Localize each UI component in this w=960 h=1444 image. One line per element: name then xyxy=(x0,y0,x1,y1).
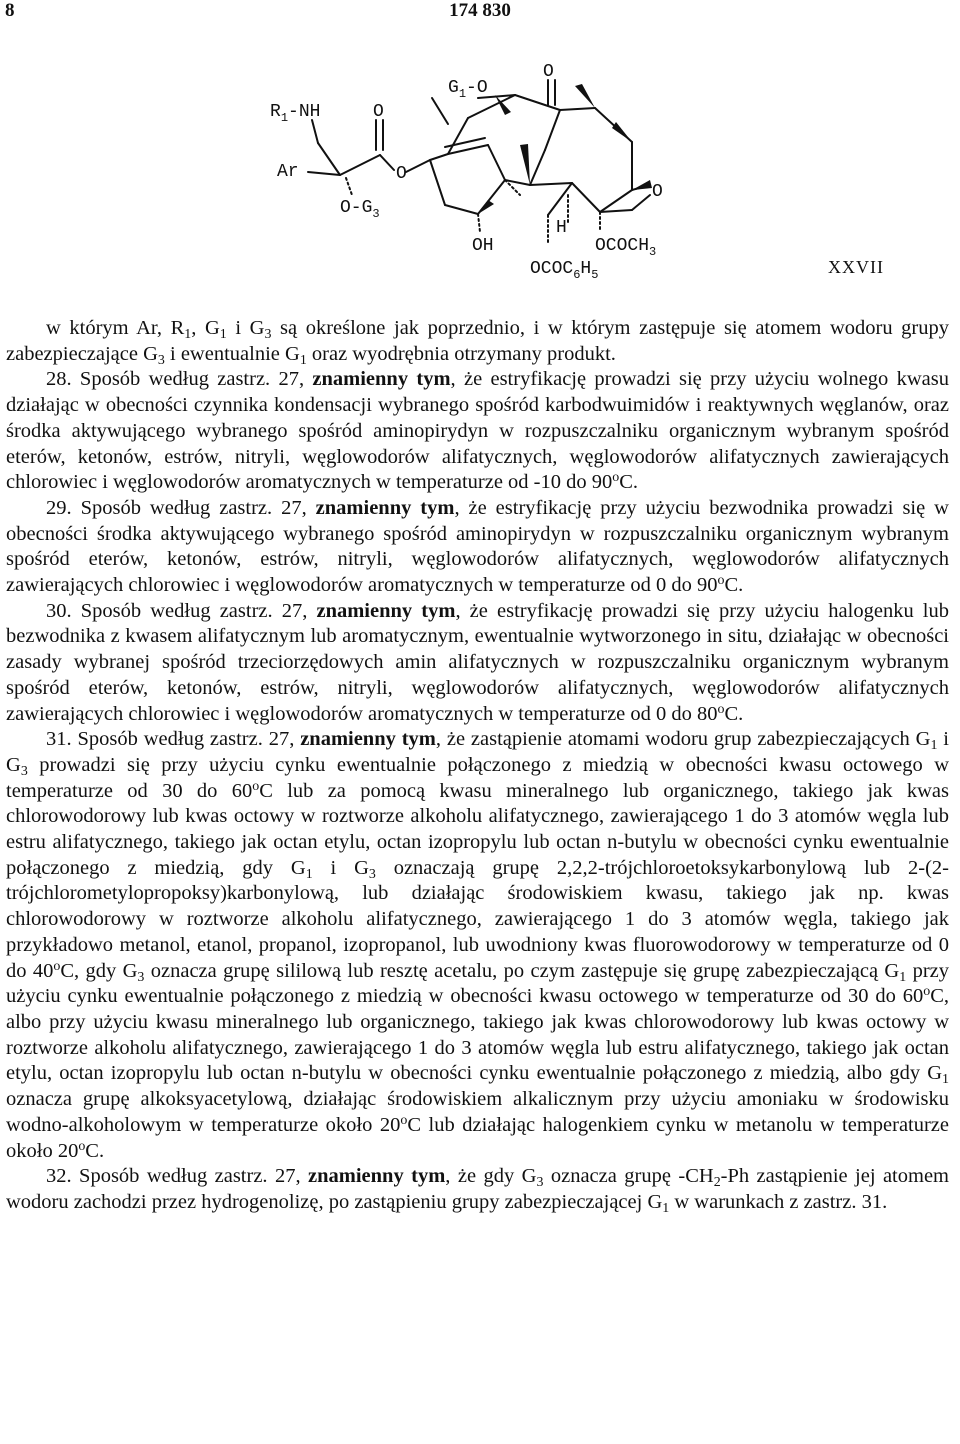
formula-description: w którym Ar, $R_1$, $G_1$ i $G_3$ są określone jak poprzednio, i w którym zastępuje się atomem wodoru grupy zabezpieczające $G_3$ i ewentualnie $G_1$ oraz wyodrębnia otrzymany produkt. xyxy=(6,317,950,368)
label-g1-o: $G_1-O$ xyxy=(448,78,488,101)
label-ar: Ar xyxy=(277,162,299,182)
claim-28: 28. Sposób według zastrz. 27, znamienny tym, że estryfikację prowadzi się przy użyciu wolnego kwasu działając w obecności czynnika kondensacji wybranego spośród karbodwuimidów i reaktywnych węglanów, oraz środka aktywującego wybranego spośród aminopirydyn w rozpuszczalniku organicznym wybranym spośród eterów, ketonów, estrów, nitryli, węglowodorów alifatycznych, węglowodorów alifatycznych zawierających chlorowiec i węglowodorów aromatycznych w temperaturze od -10 do 90$^o$C. xyxy=(6,368,949,494)
label-o-carbonyl-top: O xyxy=(543,62,554,82)
page-number: 8 xyxy=(5,0,15,21)
label-ococ6h5: $OCOC_6H_5$ xyxy=(530,259,599,282)
formula-number: XXVII xyxy=(828,257,884,277)
label-r1-nh: $R_1-NH$ xyxy=(270,102,321,125)
label-ococh3: $OCOCH_3$ xyxy=(595,236,657,259)
label-o-oxetane: O xyxy=(652,182,663,202)
label-o-ester: O xyxy=(396,164,407,184)
label-oh: OH xyxy=(472,236,494,256)
claim-keyword: znamienny tym xyxy=(315,496,455,519)
claims-text xyxy=(6,316,949,1216)
claim-29: 29. Sposób według zastrz. 27, znamienny tym, że estryfikację przy użyciu bezwodnika prowadzi się w obecności środka aktywującego wybranego spośród aminopirydyn w rozpuszczalniku organicznym wybranym spośród eterów, ketonów, estrów, nitryli, węglowodorów alifatycznych, węglowodorów alifatycznych zawierających chlorowiec i węglowodorów aromatycznych w temperaturze od 0 do 90$^o$C. xyxy=(6,496,949,597)
label-h: H xyxy=(556,218,567,238)
chemical-structure-xxvii xyxy=(0,0,960,300)
claim-keyword: znamienny tym xyxy=(316,599,456,622)
claim-keyword: znamienny tym xyxy=(300,728,436,751)
claim-keyword: znamienny tym xyxy=(312,368,451,391)
label-o-carbonyl-side: O xyxy=(373,102,384,122)
claim-keyword: znamienny tym xyxy=(308,1165,446,1188)
claim-30: 30. Sposób według zastrz. 27, znamienny tym, że estryfikację prowadzi się przy użyciu halogenku lub bezwodnika z kwasem alifatycznym lub aromatycznym, ewentualnie wytworzonego in situ, działając w obecności zasady wybranej spośród trzeciorzędowych amin alifatycznych w rozpuszczalniku organicznym wybranym spośród eterów, ketonów, estrów, nitryli, węglowodorów alifatycznych, węglowodorów alifatycznych zawierających chlorowiec i węglowodorów aromatycznych w temperaturze od 0 do 80$^o$C. xyxy=(6,599,950,725)
claim-number: 29. xyxy=(46,496,72,519)
claim-number: 31. xyxy=(46,728,72,751)
claim-31: 31. Sposób według zastrz. 27, znamienny tym, że zastąpienie atomami wodoru grup zabezpieczających $G_1$ i $G_3$ prowadzi się przy użyciu cynku ewentualnie połączonego z miedzią w obecności kwasu octowego w temperaturze od 30 do 60$^o$C lub za pomocą kwasu mineralnego lub organicznego, takiego jak kwas chlorowodorowy lub kwas octowy w roztworze alkoholu alifatycznego, zawierającego 1 do 3 atomów węgla lub estru alifatycznego, takiego jak octan etylu, octan izopropylu lub octan n-butylu w obecności cynku ewentualnie połączonego z miedzią, gdy $G_1$ i $G_3$ oznaczają grupę 2,2,2-trójchloroetoksykarbonylową lub 2-(2-trójchlorometylopropoksy)karbonylową, lub działając środowiskiem kwasu, takiego jak np. kwas chlorowodorowy w roztworze alkoholu alifatycznego, zawierającego 1 do 3 atomów węgla, takiego jak przykładowo metanol, etanol, propanol, izopropanol, lub uwodniony kwas fluorowodorowy w temperaturze od 0 do 40$^o$C, gdy $G_3$ oznacza grupę sililową lub resztę acetalu, po czym zastępuje się grupę zabezpieczającą $G_1$ przy użyciu cynku ewentualnie połączonego z miedzią w obecności kwasu octowego w temperaturze od 30 do 60$^o$C, albo przy użyciu kwasu mineralnego lub organicznego, takiego jak kwas chlorowodorowy lub kwas octowy w roztworze alkoholu alifatycznego, zawierającego 1 do 3 atomów węgla lub estru alifatycznego, takiego jak octan etylu, octan izopropylu lub octan n-butylu w obecności cynku ewentualnie połączonego z miedzią, albo gdy $G_1$ oznacza grupę alkoksyacetylową, działając środowiskiem alkalicznym przy użyciu amoniaku w środowisku wodno-alkoholowym w temperaturze około 20$^o$C lub działając halogenkiem cynku w metanolu w temperaturze około 20$^o$C. xyxy=(6,728,950,1162)
claim-32: 32. Sposób według zastrz. 27, znamienny tym, że gdy $G_3$ oznacza grupę $-CH_2-Ph$ zastąpienie jej atomem wodoru zachodzi przez hydrogenolizę, po zastąpieniu grupy zabezpieczającej $G_1$ w warunkach z zastrz. 31. xyxy=(6,1165,949,1216)
claim-number: 30. xyxy=(46,599,72,622)
claim-number: 32. xyxy=(46,1165,72,1188)
label-o-g3: $O-G_3$ xyxy=(340,198,380,221)
patent-number: 174 830 xyxy=(449,0,511,21)
claim-number: 28. xyxy=(46,368,72,391)
